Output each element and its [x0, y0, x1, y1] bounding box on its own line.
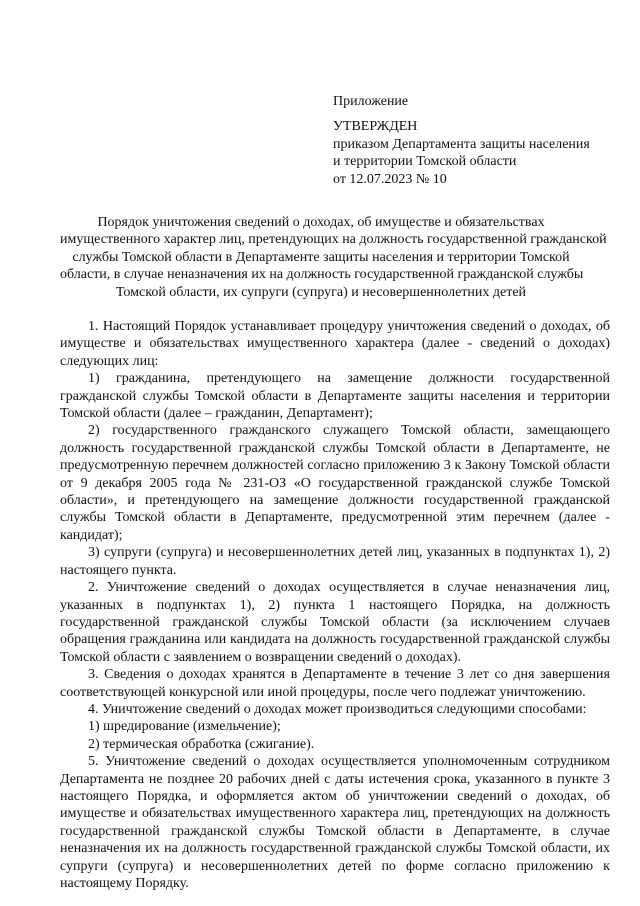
paragraph-1-item-2: 2) государственного гражданского служащего Томской области, замещающего должность государственной гражданской службы Томской области в Департаменте, не предусмотренную перечнем должностей согласно приложению 3 к Закону Томской области от 9 декабря 2005 года № 231-ОЗ «О государственной гражданской службе Томской области», и претендующего на замещение должности государственной гражданской службы Томской области в Департаменте, предусмотренной этим перечнем (далее - кандидат); — [60, 423, 610, 543]
spacer — [333, 110, 623, 118]
paragraph-1-item-1: 1) гражданина, претендующего на замещение должности государственной гражданской службы Томской области в Департаменте защиты населения и территории Томской области (далее – гражданин, Департамент); — [60, 371, 610, 422]
order-line-2: и территории Томской области — [333, 154, 517, 170]
document-title — [60, 214, 607, 301]
paragraph-4-item-2: 2) термическая обработка (сжигание). — [88, 736, 315, 752]
title-line-3: службы Томской области в Департаменте защиты населения и территории Томской — [72, 249, 570, 265]
paragraph-4: 4. Уничтожение сведений о доходах может производиться следующими способами: — [88, 701, 587, 717]
paragraph-2: 2. Уничтожение сведений о доходах осуществляется в случае неназначения лиц, указанных в подпунктах 1), 2) пункта 1 настоящего Порядка, на должность государственной гражданской службы Томской области (за исключением случаев обращения гражданина или кандидата на должность государственной гражданской службы Томской области с заявлением о возвращении сведений о доходах). — [60, 580, 610, 665]
document-body — [60, 318, 610, 892]
paragraph-1-item-3: 3) супруги (супруга) и несовершеннолетних детей лиц, указанных в подпунктах 1), 2) настоящего пункта. — [60, 545, 610, 578]
appendix-label: Приложение — [333, 94, 409, 109]
order-date: от 12.07.2023 № 10 — [333, 171, 447, 187]
paragraph-5: 5. Уничтожение сведений о доходах осуществляется уполномоченным сотрудником Департамента не позднее 20 рабочих дней с даты истечения срока, указанного в пункте 3 настоящего Порядка, и оформляется актом об уничтожении сведений о доходах, об имуществе и обязательствах имущественного характера лиц, претендующих на должность государственной гражданской службы Томской области в Департаменте, в случае неназначения их на должность государственной гражданской службы Томской области, их супруги (супруга) и несовершеннолетних детей по форме согласно приложению к настоящему Порядку. — [60, 754, 610, 891]
paragraph-3: 3. Сведения о доходах хранятся в Департаменте в течение 3 лет со дня завершения соответствующей конкурсной или иной процедуры, после чего подлежат уничтожению. — [60, 667, 610, 700]
paragraph-4-item-1: 1) шредирование (измельчение); — [88, 719, 281, 735]
approved-label: УТВЕРЖДЕН — [333, 119, 418, 135]
title-line-4: области, в случае неназначения их на должность государственной гражданской службы — [60, 267, 584, 283]
title-line-5: Томской области, их супруги (супруга) и несовершеннолетних детей — [115, 284, 527, 300]
title-line-1: Порядок уничтожения сведений о доходах, об имуществе и обязательствах — [97, 215, 545, 230]
order-line-1: приказом Департамента защиты населения — [333, 136, 590, 152]
paragraph-1: 1. Настоящий Порядок устанавливает процедуру уничтожения сведений о доходах, об имуществе и обязательствах имущественного характера (далее - сведений о доходах) следующих лиц: — [60, 319, 610, 369]
approval-stamp — [333, 93, 623, 188]
title-line-2: имущественного характер лиц, претендующих на должность государственной гражданской — [60, 232, 607, 248]
